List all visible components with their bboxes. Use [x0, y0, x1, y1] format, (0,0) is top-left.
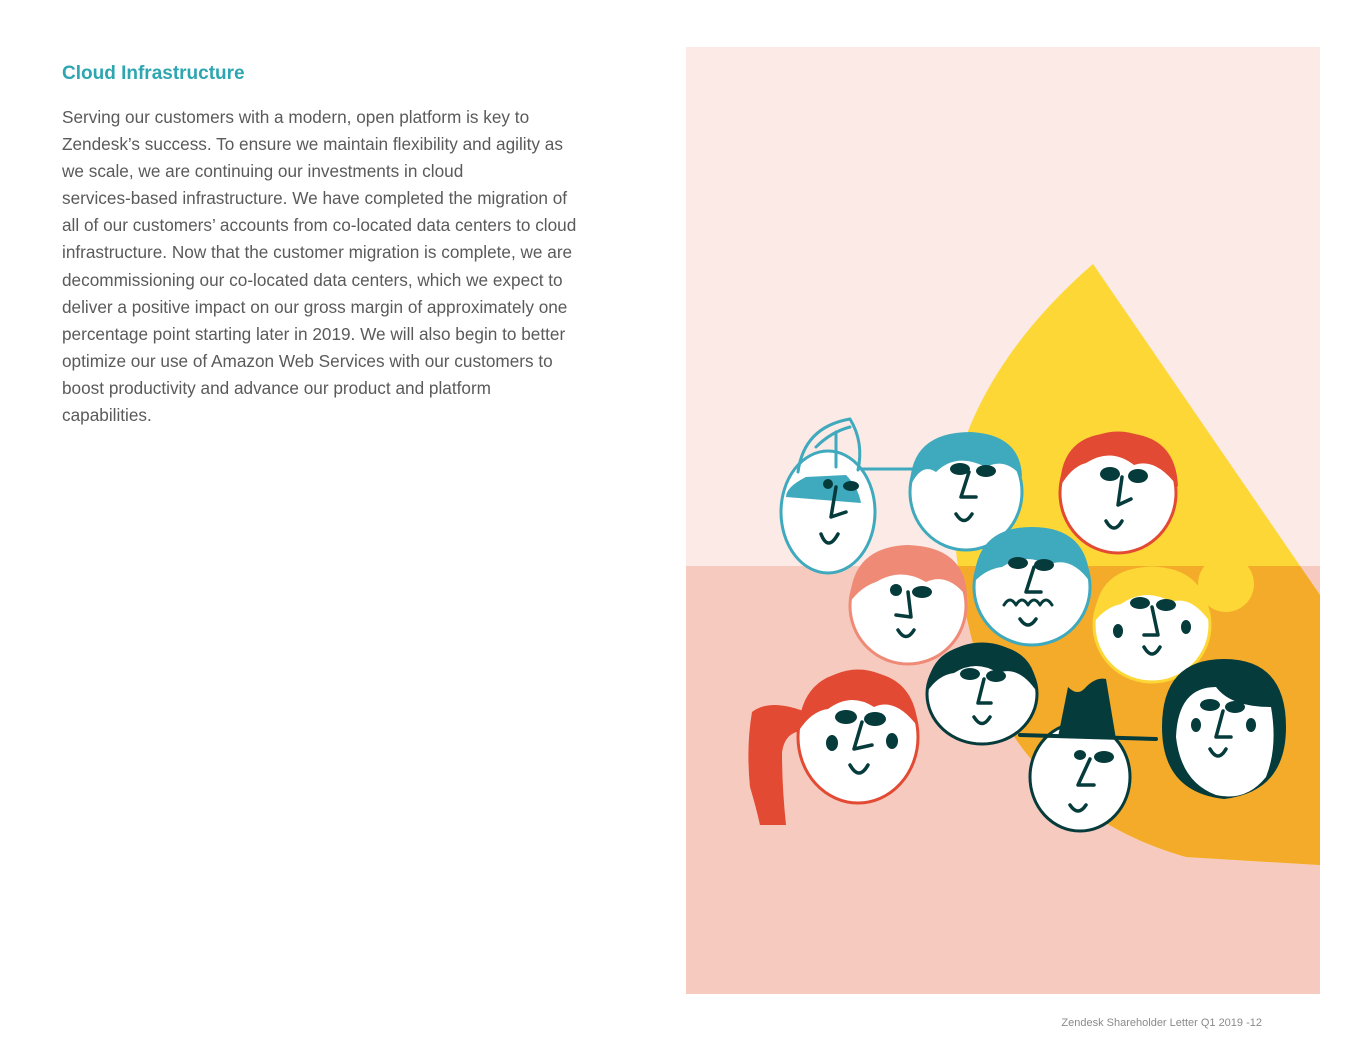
paragraph-line: deliver a positive impact on our gross margin of approximately one — [62, 296, 568, 317]
paragraph-line: infrastructure. Now that the customer migration is complete, we are — [62, 242, 573, 263]
paragraph-line: decommissioning our co-located data centers, which we expect to — [62, 269, 563, 290]
face-dark-bob — [1162, 659, 1286, 799]
face-red-hair — [1060, 433, 1178, 553]
paragraph-line: services-based infrastructure. We have completed the migration of — [62, 188, 568, 209]
paragraph-line: optimize our use of Amazon Web Services with our customers to — [62, 350, 553, 371]
paragraph-line: Serving our customers with a modern, open platform is key to — [62, 107, 530, 127]
paragraph-line: Zendesk’s success. To ensure we maintain flexibility and agility as — [62, 134, 563, 155]
illustration-svg — [686, 47, 1320, 994]
body-paragraph — [62, 104, 642, 429]
face-salmon-hair — [850, 545, 967, 664]
page-footer: Zendesk Shareholder Letter Q1 2019 -12 — [1061, 1017, 1262, 1029]
paragraph-line: percentage point starting later in 2019. We will also begin to better — [62, 323, 566, 344]
face-teal-mustache — [974, 527, 1090, 645]
paragraph-line: we scale, we are continuing our investments in cloud — [62, 161, 464, 182]
paragraph-line: capabilities. — [62, 405, 152, 426]
paragraph-line: all of our customers’ accounts from co-located data centers to cloud — [62, 215, 577, 236]
face-dark-hair — [927, 644, 1037, 744]
section-title: Cloud Infrastructure — [62, 63, 245, 84]
cartoon-faces-illustration — [686, 47, 1320, 994]
paragraph-line: boost productivity and advance our product and platform — [62, 377, 491, 398]
